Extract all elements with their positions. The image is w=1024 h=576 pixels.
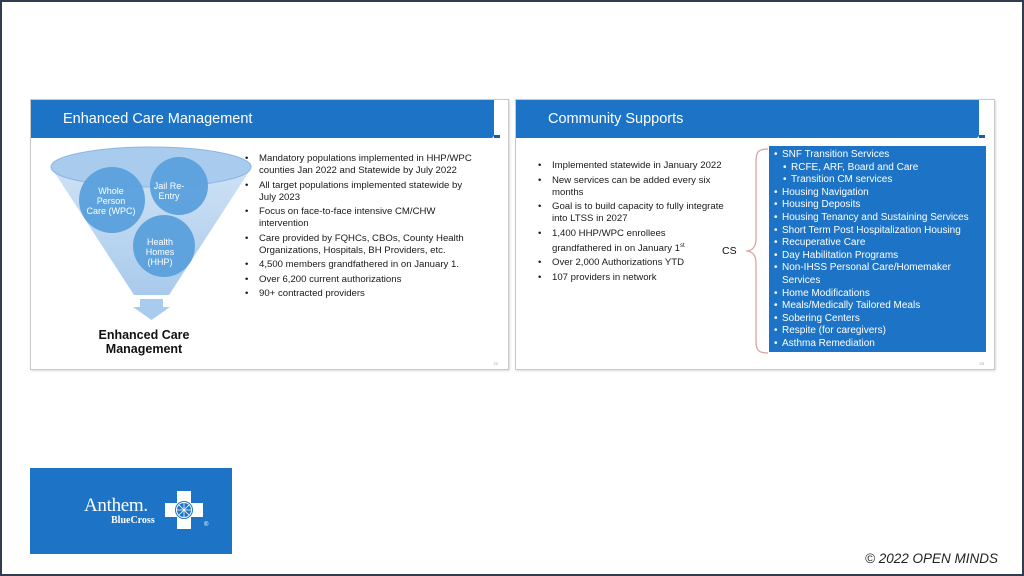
list-item: • Implemented statewide in January 2022 (536, 160, 726, 172)
service-item: • Home Modifications (772, 288, 986, 301)
slide-community-supports[interactable] (515, 99, 995, 370)
list-item: • 107 providers in network (536, 272, 726, 284)
funnel-title: Enhanced Care Management (98, 328, 190, 356)
blue-cross-icon (164, 490, 204, 530)
list-item: • Mandatory populations implemented in HHP/WPC counties Jan 2022 and Statewide by July 2022 (243, 153, 479, 177)
service-subitem: • Transition CM services (772, 174, 986, 187)
slide-title: Community Supports (516, 100, 979, 138)
list-item: • Over 6,200 current authorizations (243, 274, 479, 286)
service-item: • Short Term Post Hospitalization Housing (772, 225, 986, 238)
service-item: • Sobering Centers (772, 313, 986, 326)
list-item: • 4,500 members grandfathered in on January 1. (243, 259, 479, 271)
page-number: 22 (493, 361, 498, 366)
service-item: • Housing Deposits (772, 199, 986, 212)
service-item: • Non-IHSS Personal Care/Homemaker Services (772, 262, 986, 287)
cs-bullet-list (536, 160, 726, 286)
cs-label: CS (722, 245, 737, 257)
list-item: • New services can be added every six months (536, 175, 726, 199)
slide-enhanced-care-management[interactable] (30, 99, 509, 370)
down-arrow-icon (133, 299, 170, 320)
anthem-logo (30, 468, 232, 554)
funnel-diagram (49, 145, 254, 320)
service-item: • Meals/Medically Tailored Meals (772, 300, 986, 313)
cs-services-box (769, 146, 986, 352)
service-item: • Asthma Remediation (772, 338, 986, 351)
cs-services-list (772, 149, 986, 351)
list-item: • Care provided by FQHCs, CBOs, County Health Organizations, Hospitals, BH Providers, etc. (243, 233, 479, 257)
slide-title: Enhanced Care Management (31, 100, 494, 138)
circle-label-jail: Jail Re-Entry (153, 181, 185, 201)
logo-wordmark (84, 495, 155, 526)
copyright-footer: © 2022 OPEN MINDS (865, 551, 998, 566)
service-item: • Housing Navigation (772, 187, 986, 200)
service-item: • SNF Transition Services (772, 149, 986, 162)
curly-brace-icon (742, 147, 772, 355)
list-item: • Goal is to build capacity to fully integrate into LTSS in 2027 (536, 201, 726, 225)
list-item: • Over 2,000 Authorizations YTD (536, 257, 726, 269)
circle-label-hhp: Health Homes (HHP) (145, 237, 175, 267)
list-item: • All target populations implemented statewide by July 2023 (243, 180, 479, 204)
ecm-bullet-list (243, 153, 479, 303)
service-subitem: • RCFE, ARF, Board and Care (772, 162, 986, 175)
logo-sub: BlueCross (111, 515, 155, 526)
circle-label-wpc: Whole Person Care (WPC) (86, 186, 136, 216)
logo-name: Anthem. (84, 495, 148, 516)
service-item: • Housing Tenancy and Sustaining Services (772, 212, 986, 225)
list-item: • 1,400 HHP/WPC enrollees grandfathered in on January 1st (536, 228, 726, 255)
registered-mark: ® (204, 522, 209, 528)
page-number: 23 (979, 361, 984, 366)
list-item: • Focus on face-to-face intensive CM/CHW intervention (243, 206, 479, 230)
service-item: • Respite (for caregivers) (772, 325, 986, 338)
service-item: • Recuperative Care (772, 237, 986, 250)
service-item: • Day Habilitation Programs (772, 250, 986, 263)
list-item: • 90+ contracted providers (243, 288, 479, 300)
